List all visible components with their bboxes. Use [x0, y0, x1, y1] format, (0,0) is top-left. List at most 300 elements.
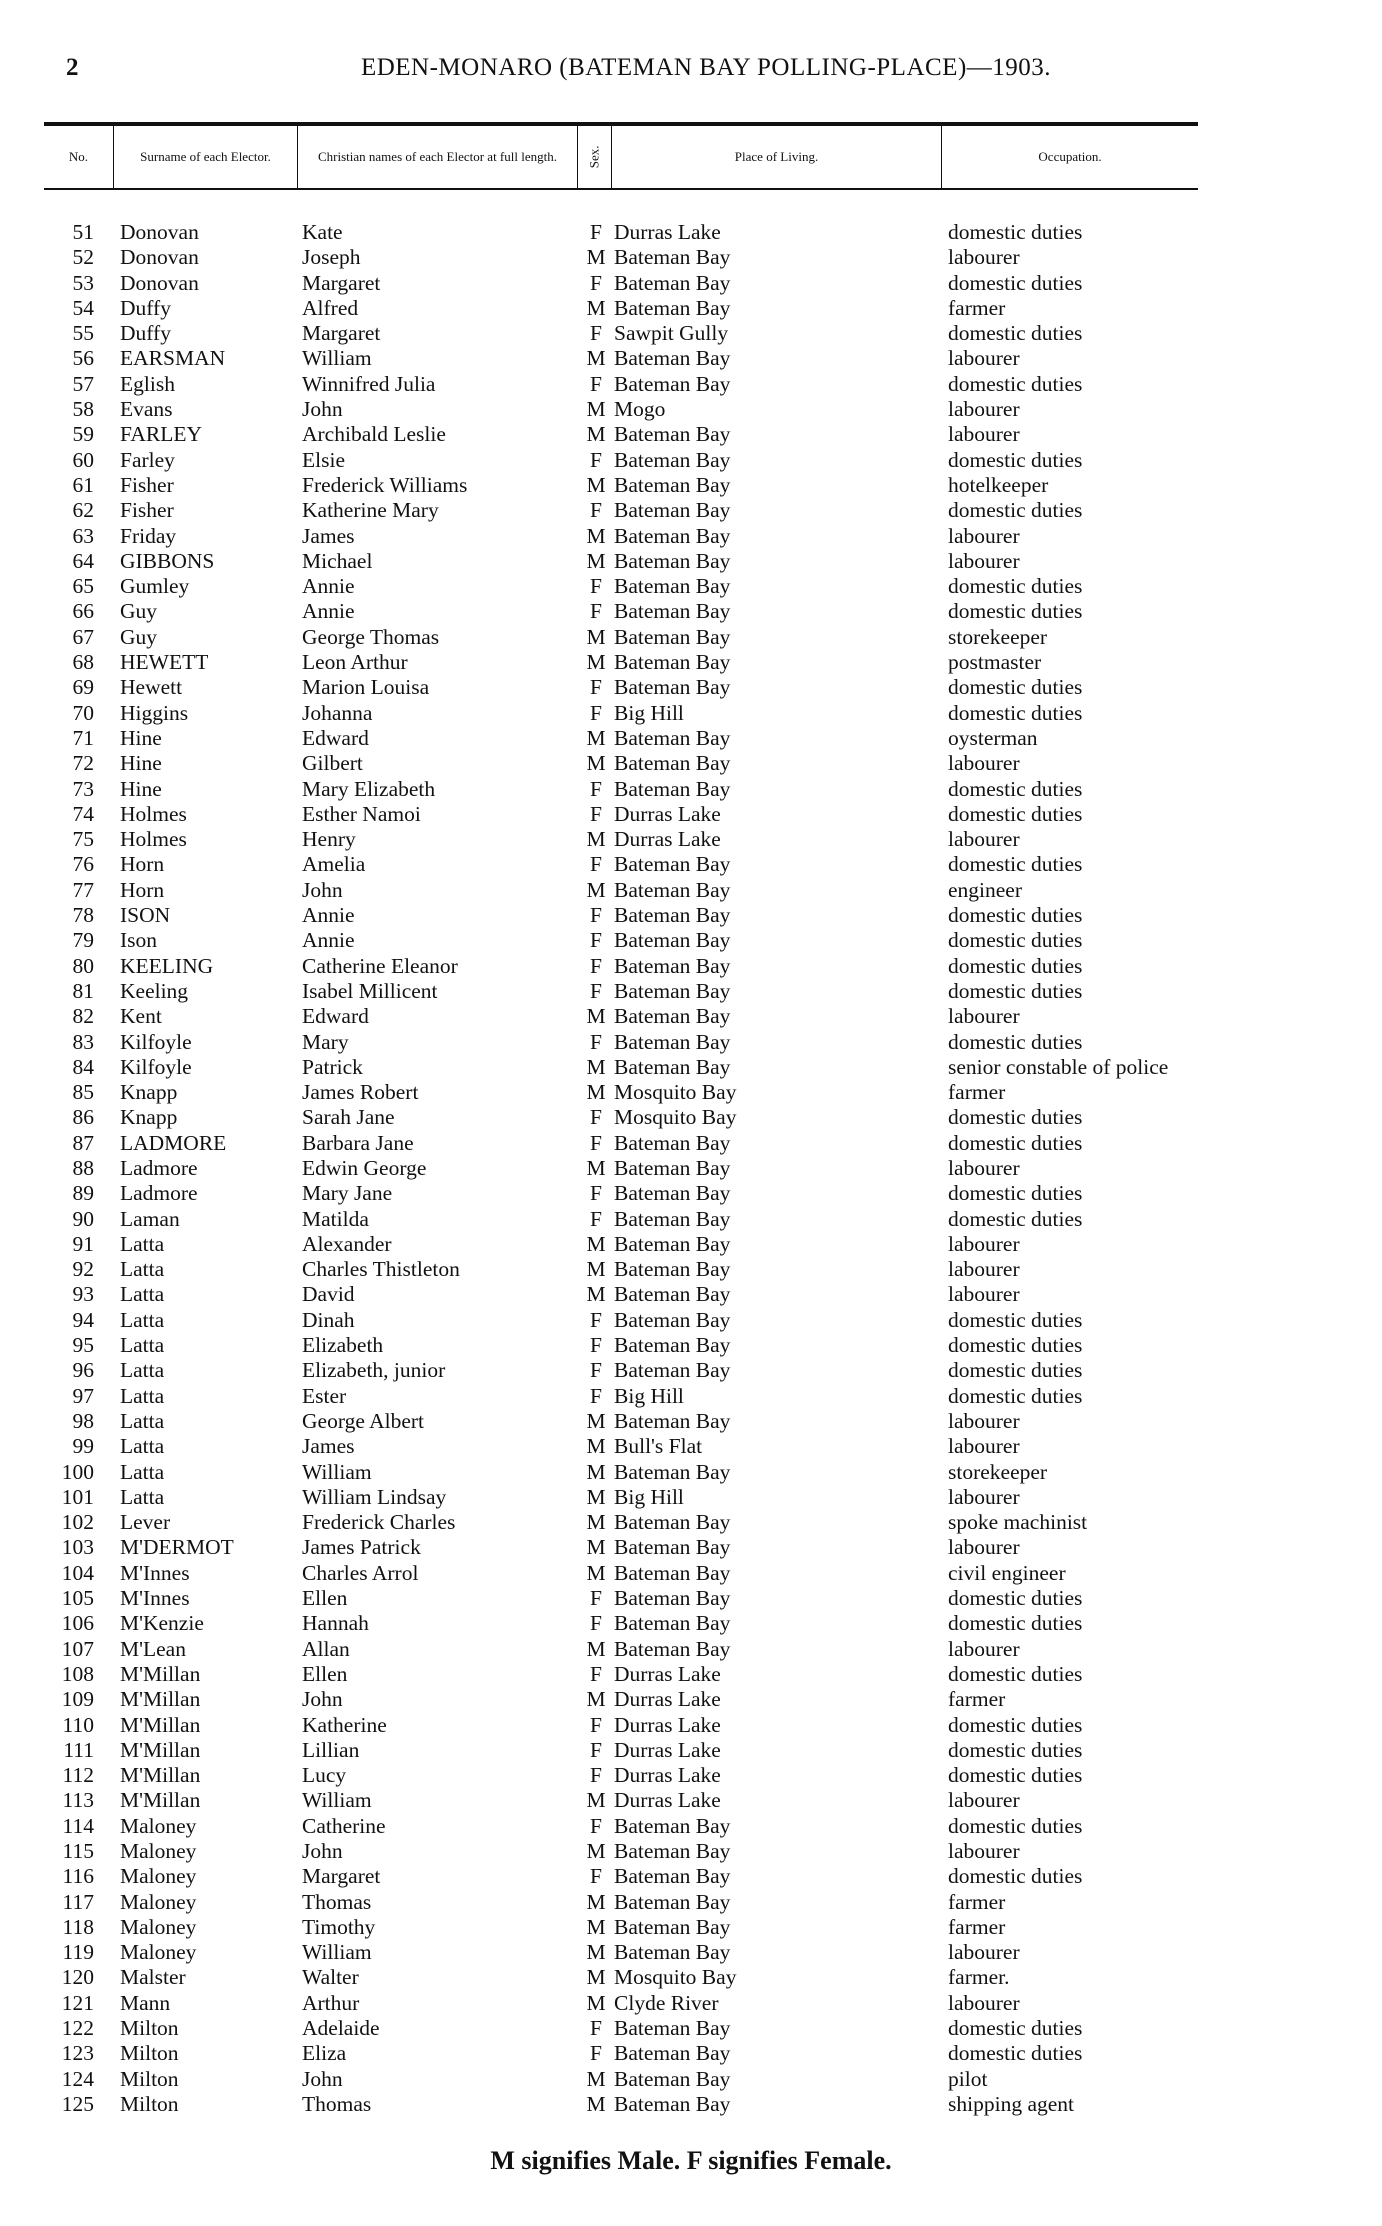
elector-place-of-living: Bateman Bay: [614, 953, 731, 978]
table-row: [0, 1333, 1382, 1358]
table-row: [0, 1207, 1382, 1232]
elector-number: 117: [62, 1889, 94, 1914]
elector-christian-names: Mary: [302, 1029, 349, 1054]
elector-christian-names: Sarah Jane: [302, 1105, 395, 1130]
table-row: [0, 1788, 1382, 1813]
elector-occupation: labourer: [948, 751, 1020, 776]
elector-christian-names: Ellen: [302, 1661, 348, 1686]
table-row: [0, 1713, 1382, 1738]
elector-sex: M: [586, 1889, 606, 1914]
elector-christian-names: Eliza: [302, 2041, 347, 2066]
elector-surname: Kilfoyle: [120, 1029, 192, 1054]
elector-surname: M'Kenzie: [120, 1611, 204, 1636]
elector-occupation: domestic duties: [948, 1712, 1083, 1737]
elector-christian-names: Kate: [302, 220, 343, 244]
elector-surname: Mann: [120, 1990, 171, 2015]
elector-sex: F: [590, 1586, 602, 1611]
elector-surname: Hine: [120, 776, 162, 801]
elector-place-of-living: Sawpit Gully: [614, 321, 729, 346]
elector-place-of-living: Bateman Bay: [614, 725, 731, 750]
elector-number: 102: [61, 1510, 94, 1535]
elector-number: 61: [72, 472, 94, 497]
elector-christian-names: Alexander: [302, 1231, 392, 1256]
elector-surname: Donovan: [120, 245, 199, 270]
elector-number: 63: [72, 523, 94, 548]
elector-number: 95: [72, 1333, 94, 1358]
elector-number: 86: [72, 1105, 94, 1130]
elector-occupation: pilot: [948, 2066, 988, 2091]
elector-sex: M: [586, 1990, 606, 2015]
table-row: [0, 1030, 1382, 1055]
elector-sex: F: [590, 1206, 602, 1231]
elector-sex: F: [590, 675, 602, 700]
elector-christian-names: Marion Louisa: [302, 675, 430, 700]
elector-list: [0, 220, 1382, 2117]
elector-number: 68: [72, 650, 94, 675]
elector-sex: F: [590, 447, 602, 472]
elector-occupation: domestic duties: [948, 1206, 1083, 1231]
elector-occupation: domestic duties: [948, 776, 1083, 801]
elector-surname: Maloney: [120, 1940, 197, 1965]
elector-christian-names: Walter: [302, 1965, 359, 1990]
elector-place-of-living: Durras Lake: [614, 801, 721, 826]
elector-christian-names: Michael: [302, 548, 373, 573]
elector-christian-names: Ellen: [302, 1586, 348, 1611]
elector-occupation: domestic duties: [948, 1661, 1083, 1686]
elector-christian-names: Margaret: [302, 270, 381, 295]
elector-occupation: labourer: [948, 422, 1020, 447]
elector-place-of-living: Bateman Bay: [614, 245, 731, 270]
elector-sex: F: [590, 574, 602, 599]
elector-surname: M'Millan: [120, 1763, 201, 1788]
elector-sex: F: [590, 1358, 602, 1383]
table-row: [0, 1611, 1382, 1636]
elector-number: 121: [61, 1990, 94, 2015]
elector-occupation: domestic duties: [948, 700, 1083, 725]
elector-sex: M: [586, 1560, 606, 1585]
elector-sex: M: [586, 2066, 606, 2091]
elector-sex: F: [590, 953, 602, 978]
elector-surname: GIBBONS: [120, 548, 215, 573]
elector-place-of-living: Bateman Bay: [614, 574, 731, 599]
elector-surname: Friday: [120, 523, 177, 548]
elector-sex: F: [590, 270, 602, 295]
elector-place-of-living: Bateman Bay: [614, 270, 731, 295]
table-row: [0, 346, 1382, 371]
elector-place-of-living: Bateman Bay: [614, 1408, 731, 1433]
elector-number: 60: [72, 447, 94, 472]
elector-christian-names: John: [302, 2066, 343, 2091]
elector-number: 108: [61, 1661, 94, 1686]
elector-surname: Maloney: [120, 1839, 197, 1863]
elector-surname: Milton: [120, 2041, 179, 2066]
elector-number: 90: [72, 1206, 94, 1231]
elector-place-of-living: Durras Lake: [614, 827, 721, 852]
elector-occupation: domestic duties: [948, 1130, 1083, 1155]
elector-occupation: domestic duties: [948, 498, 1083, 523]
elector-christian-names: John: [302, 1687, 343, 1712]
elector-number: 97: [72, 1383, 94, 1408]
elector-occupation: labourer: [948, 548, 1020, 573]
elector-number: 114: [62, 1813, 94, 1838]
elector-place-of-living: Bateman Bay: [614, 928, 731, 953]
elector-number: 67: [72, 624, 94, 649]
elector-occupation: domestic duties: [948, 1307, 1083, 1332]
elector-number: 113: [62, 1788, 94, 1813]
elector-number: 54: [72, 295, 94, 320]
elector-sex: F: [590, 978, 602, 1003]
elector-occupation: farmer: [948, 1687, 1006, 1712]
elector-place-of-living: Bateman Bay: [614, 1586, 731, 1611]
table-row: [0, 625, 1382, 650]
elector-surname: Maloney: [120, 1914, 197, 1939]
elector-surname: Latta: [120, 1231, 165, 1256]
table-row: [0, 524, 1382, 549]
elector-christian-names: Margaret: [302, 321, 381, 346]
elector-place-of-living: Bateman Bay: [614, 650, 731, 675]
elector-surname: Horn: [120, 877, 165, 902]
table-row: [0, 372, 1382, 397]
elector-christian-names: Allan: [302, 1636, 350, 1661]
elector-number: 109: [61, 1687, 94, 1712]
table-row: [0, 1965, 1382, 1990]
elector-number: 124: [61, 2066, 94, 2091]
elector-sex: M: [586, 523, 606, 548]
elector-sex: F: [590, 1105, 602, 1130]
elector-occupation: domestic duties: [948, 270, 1083, 295]
elector-sex: M: [586, 1155, 606, 1180]
table-row: [0, 852, 1382, 877]
elector-occupation: domestic duties: [948, 903, 1083, 928]
elector-place-of-living: Bateman Bay: [614, 1864, 731, 1889]
elector-sex: F: [590, 599, 602, 624]
elector-number: 96: [72, 1358, 94, 1383]
elector-surname: M'DERMOT: [120, 1535, 234, 1560]
table-row: [0, 954, 1382, 979]
elector-christian-names: Edwin George: [302, 1155, 427, 1180]
elector-place-of-living: Bateman Bay: [614, 371, 731, 396]
elector-number: 78: [72, 903, 94, 928]
elector-christian-names: Dinah: [302, 1307, 355, 1332]
elector-sex: M: [586, 397, 606, 422]
elector-surname: Farley: [120, 447, 175, 472]
elector-christian-names: James Patrick: [302, 1535, 421, 1560]
elector-christian-names: Lillian: [302, 1737, 360, 1762]
elector-christian-names: John: [302, 1839, 343, 1863]
sex-legend-footer: M signifies Male. F signifies Female.: [490, 2146, 892, 2175]
elector-number: 69: [72, 675, 94, 700]
elector-surname: Duffy: [120, 321, 171, 346]
elector-surname: Ladmore: [120, 1155, 198, 1180]
elector-surname: Gumley: [120, 574, 190, 599]
table-row: [0, 1131, 1382, 1156]
elector-occupation: farmer.: [948, 1965, 1010, 1990]
table-row: [0, 220, 1382, 245]
elector-place-of-living: Bateman Bay: [614, 1029, 731, 1054]
elector-place-of-living: Bateman Bay: [614, 1257, 731, 1282]
elector-christian-names: James: [302, 1434, 355, 1459]
elector-christian-names: Elizabeth: [302, 1333, 384, 1358]
table-row: [0, 701, 1382, 726]
table-row: [0, 2067, 1382, 2092]
elector-number: 94: [72, 1307, 94, 1332]
elector-surname: Hine: [120, 725, 162, 750]
elector-occupation: domestic duties: [948, 371, 1083, 396]
elector-occupation: domestic duties: [948, 1029, 1083, 1054]
elector-place-of-living: Bateman Bay: [614, 1282, 731, 1307]
elector-sex: M: [586, 1535, 606, 1560]
elector-place-of-living: Big Hill: [614, 1484, 684, 1509]
table-header: [44, 122, 1198, 190]
elector-surname: Kent: [120, 1004, 162, 1029]
elector-place-of-living: Bateman Bay: [614, 346, 731, 371]
elector-occupation: postmaster: [948, 650, 1042, 675]
elector-christian-names: Amelia: [302, 852, 366, 877]
elector-number: 82: [72, 1004, 94, 1029]
elector-number: 88: [72, 1155, 94, 1180]
elector-surname: Milton: [120, 2016, 179, 2041]
elector-place-of-living: Bateman Bay: [614, 1231, 731, 1256]
elector-christian-names: Archibald Leslie: [302, 422, 446, 447]
elector-surname: HEWETT: [120, 650, 209, 675]
elector-place-of-living: Bateman Bay: [614, 751, 731, 776]
elector-sex: M: [586, 548, 606, 573]
elector-number: 74: [72, 801, 94, 826]
table-row: [0, 1434, 1382, 1459]
elector-sex: F: [590, 1029, 602, 1054]
elector-place-of-living: Bateman Bay: [614, 903, 731, 928]
elector-number: 64: [72, 548, 94, 573]
elector-surname: Latta: [120, 1408, 165, 1433]
elector-number: 107: [61, 1636, 94, 1661]
elector-place-of-living: Bateman Bay: [614, 776, 731, 801]
table-row: [0, 1510, 1382, 1535]
elector-occupation: domestic duties: [948, 321, 1083, 346]
elector-number: 118: [62, 1914, 94, 1939]
elector-place-of-living: Bateman Bay: [614, 1307, 731, 1332]
elector-sex: M: [586, 1004, 606, 1029]
table-row: [0, 903, 1382, 928]
elector-sex: M: [586, 1080, 606, 1105]
elector-surname: Ladmore: [120, 1181, 198, 1206]
elector-place-of-living: Bateman Bay: [614, 2041, 731, 2066]
elector-sex: F: [590, 371, 602, 396]
elector-christian-names: Esther Namoi: [302, 801, 421, 826]
elector-sex: M: [586, 751, 606, 776]
elector-christian-names: Patrick: [302, 1054, 363, 1079]
table-row: [0, 2041, 1382, 2066]
elector-christian-names: Hannah: [302, 1611, 369, 1636]
elector-number: 51: [72, 220, 94, 244]
table-row: [0, 777, 1382, 802]
elector-christian-names: William: [302, 1788, 372, 1813]
elector-place-of-living: Bateman Bay: [614, 1535, 731, 1560]
elector-place-of-living: Bateman Bay: [614, 1459, 731, 1484]
elector-place-of-living: Bateman Bay: [614, 1206, 731, 1231]
elector-place-of-living: Bateman Bay: [614, 1181, 731, 1206]
elector-place-of-living: Bateman Bay: [614, 1358, 731, 1383]
elector-occupation: labourer: [948, 1434, 1020, 1459]
elector-sex: M: [586, 650, 606, 675]
elector-sex: M: [586, 1940, 606, 1965]
elector-occupation: labourer: [948, 245, 1020, 270]
elector-number: 116: [62, 1864, 94, 1889]
elector-surname: M'Millan: [120, 1712, 201, 1737]
elector-place-of-living: Durras Lake: [614, 1661, 721, 1686]
elector-surname: Maloney: [120, 1813, 197, 1838]
table-row: [0, 321, 1382, 346]
elector-sex: F: [590, 852, 602, 877]
elector-surname: Kilfoyle: [120, 1054, 192, 1079]
elector-surname: Higgins: [120, 700, 189, 725]
elector-christian-names: Annie: [302, 928, 355, 953]
elector-christian-names: Annie: [302, 599, 355, 624]
elector-sex: F: [590, 1712, 602, 1737]
elector-place-of-living: Bateman Bay: [614, 1889, 731, 1914]
elector-surname: Evans: [120, 397, 173, 422]
elector-number: 76: [72, 852, 94, 877]
elector-occupation: labourer: [948, 1940, 1020, 1965]
column-header-sex: Sex.: [586, 145, 602, 169]
elector-sex: M: [586, 1636, 606, 1661]
elector-place-of-living: Durras Lake: [614, 1788, 721, 1813]
elector-occupation: labourer: [948, 1257, 1020, 1282]
elector-sex: M: [586, 472, 606, 497]
elector-occupation: labourer: [948, 1990, 1020, 2015]
elector-place-of-living: Bateman Bay: [614, 498, 731, 523]
elector-christian-names: Gilbert: [302, 751, 363, 776]
elector-occupation: oysterman: [948, 725, 1038, 750]
elector-place-of-living: Bateman Bay: [614, 1611, 731, 1636]
elector-number: 104: [61, 1560, 94, 1585]
elector-christian-names: David: [302, 1282, 355, 1307]
elector-place-of-living: Bateman Bay: [614, 1004, 731, 1029]
elector-place-of-living: Bateman Bay: [614, 2091, 731, 2116]
elector-sex: F: [590, 321, 602, 346]
elector-christian-names: John: [302, 877, 343, 902]
table-row: [0, 675, 1382, 700]
elector-surname: Latta: [120, 1434, 165, 1459]
table-row: [0, 1308, 1382, 1333]
elector-place-of-living: Mogo: [614, 397, 666, 422]
elector-number: 62: [72, 498, 94, 523]
elector-place-of-living: Mosquito Bay: [614, 1105, 737, 1130]
elector-number: 85: [72, 1080, 94, 1105]
elector-place-of-living: Bateman Bay: [614, 1155, 731, 1180]
elector-sex: F: [590, 498, 602, 523]
elector-christian-names: George Albert: [302, 1408, 424, 1433]
elector-sex: M: [586, 1282, 606, 1307]
elector-occupation: domestic duties: [948, 1864, 1083, 1889]
table-row: [0, 928, 1382, 953]
elector-place-of-living: Bateman Bay: [614, 1130, 731, 1155]
elector-occupation: domestic duties: [948, 928, 1083, 953]
elector-occupation: labourer: [948, 1231, 1020, 1256]
elector-place-of-living: Bateman Bay: [614, 1839, 731, 1863]
elector-occupation: domestic duties: [948, 953, 1083, 978]
table-row: [0, 1004, 1382, 1029]
elector-surname: Latta: [120, 1459, 165, 1484]
elector-occupation: engineer: [948, 877, 1023, 902]
elector-sex: F: [590, 1611, 602, 1636]
elector-occupation: domestic duties: [948, 2016, 1083, 2041]
elector-number: 81: [72, 978, 94, 1003]
elector-number: 123: [61, 2041, 94, 2066]
elector-surname: Latta: [120, 1383, 165, 1408]
table-row: [0, 1384, 1382, 1409]
elector-number: 77: [72, 877, 94, 902]
elector-sex: M: [586, 725, 606, 750]
elector-occupation: labourer: [948, 397, 1020, 422]
elector-occupation: domestic duties: [948, 1813, 1083, 1838]
elector-occupation: hotelkeeper: [948, 472, 1049, 497]
column-header-sex-cell: [578, 126, 612, 188]
elector-surname: ISON: [120, 903, 171, 928]
column-header-surname: Surname of each Elector.: [114, 126, 298, 188]
elector-christian-names: Margaret: [302, 1864, 381, 1889]
elector-number: 70: [72, 700, 94, 725]
elector-occupation: labourer: [948, 827, 1020, 852]
elector-number: 56: [72, 346, 94, 371]
table-row: [0, 751, 1382, 776]
elector-christian-names: Frederick Williams: [302, 472, 468, 497]
elector-sex: M: [586, 827, 606, 852]
elector-christian-names: Frederick Charles: [302, 1510, 456, 1535]
elector-number: 91: [72, 1231, 94, 1256]
elector-number: 115: [62, 1839, 94, 1863]
elector-occupation: storekeeper: [948, 624, 1048, 649]
elector-sex: M: [586, 1231, 606, 1256]
table-row: [0, 2092, 1382, 2117]
elector-occupation: shipping agent: [948, 2091, 1074, 2116]
elector-surname: Latta: [120, 1484, 165, 1509]
elector-christian-names: Winnifred Julia: [302, 371, 436, 396]
elector-surname: Milton: [120, 2091, 179, 2116]
elector-occupation: domestic duties: [948, 801, 1083, 826]
elector-sex: M: [586, 1510, 606, 1535]
elector-number: 93: [72, 1282, 94, 1307]
elector-place-of-living: Durras Lake: [614, 220, 721, 244]
table-row: [0, 397, 1382, 422]
elector-christian-names: Matilda: [302, 1206, 369, 1231]
elector-surname: Guy: [120, 624, 158, 649]
elector-surname: M'Millan: [120, 1687, 201, 1712]
elector-christian-names: William: [302, 1459, 372, 1484]
table-row: [0, 979, 1382, 1004]
elector-christian-names: John: [302, 397, 343, 422]
elector-place-of-living: Bateman Bay: [614, 1940, 731, 1965]
table-row: [0, 1738, 1382, 1763]
elector-surname: M'Innes: [120, 1586, 190, 1611]
elector-christian-names: Alfred: [302, 295, 359, 320]
elector-sex: M: [586, 1408, 606, 1433]
table-row: [0, 1586, 1382, 1611]
table-row: [0, 1282, 1382, 1307]
elector-occupation: domestic duties: [948, 675, 1083, 700]
elector-sex: F: [590, 776, 602, 801]
elector-occupation: domestic duties: [948, 1333, 1083, 1358]
elector-number: 66: [72, 599, 94, 624]
elector-occupation: domestic duties: [948, 220, 1083, 244]
elector-number: 89: [72, 1181, 94, 1206]
elector-sex: M: [586, 1434, 606, 1459]
elector-occupation: domestic duties: [948, 1181, 1083, 1206]
table-row: [0, 1409, 1382, 1434]
elector-place-of-living: Bateman Bay: [614, 624, 731, 649]
elector-occupation: labourer: [948, 1155, 1020, 1180]
elector-number: 98: [72, 1408, 94, 1433]
elector-place-of-living: Durras Lake: [614, 1687, 721, 1712]
